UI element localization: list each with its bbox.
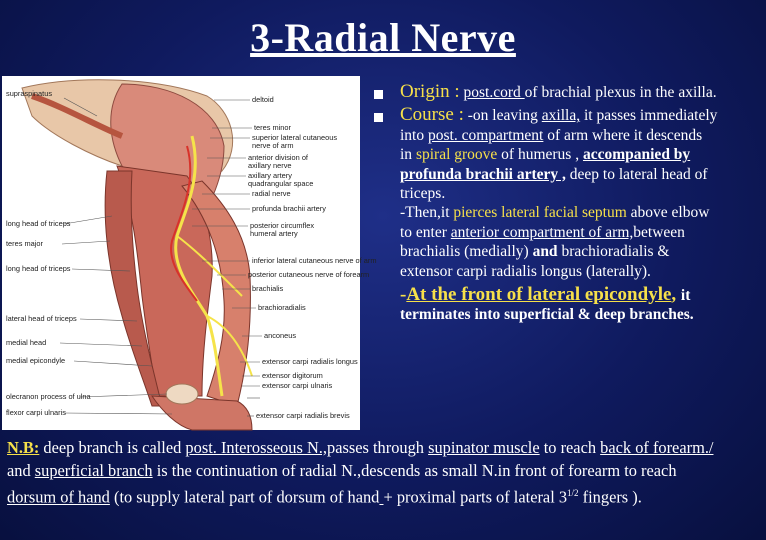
course-text-5: of humerus ,	[497, 146, 583, 164]
nb-back-forearm: back of forearm./	[600, 438, 714, 457]
label-long-head-triceps: long head of triceps	[6, 219, 71, 228]
label-teres-minor: teres minor	[254, 123, 291, 132]
nb-label: N.B:	[7, 438, 40, 457]
nb-text-8: fingers ).	[578, 487, 642, 507]
olecranon-shape	[166, 384, 198, 404]
label-profunda-brachii: profunda brachii artery	[252, 204, 326, 213]
origin-post-cord: post.cord	[463, 84, 525, 101]
front-rest: it terminates into superficial & deep branches.	[400, 287, 694, 324]
label-brachioradialis: brachioradialis	[258, 303, 306, 312]
label-quadrangular-space: quadrangular space	[248, 179, 314, 188]
label-flexor-carpi-ulnaris: flexor carpi ulnaris	[6, 408, 66, 417]
course-post-compartment: post. compartment	[428, 126, 544, 144]
origin-rest: of brachial plexus in the axilla.	[524, 84, 717, 101]
nb-superficial-branch: superficial branch	[34, 460, 153, 480]
course-bullet	[372, 105, 718, 281]
label-ecr-brevis: extensor carpi radialis brevis	[256, 411, 350, 420]
nb-text-1: deep branch is called	[39, 438, 186, 457]
label-humeral-artery: humeral artery	[250, 229, 298, 238]
forearm-muscles	[152, 396, 252, 430]
origin-bullet	[372, 82, 718, 102]
course-anterior-compartment: anterior compartment of arm,	[450, 223, 634, 241]
course-text-9: above elbow to enter	[400, 204, 710, 241]
nb-text-6: (to supply lateral part of dorsum of hand	[109, 487, 380, 507]
label-supraspinatus: supraspinatus	[6, 89, 53, 98]
label-superior-lateral-cutaneous: superior lateral cutaneous	[252, 133, 338, 142]
course-and: and	[532, 243, 558, 261]
label-lateral-head-triceps: lateral head of triceps	[6, 314, 77, 323]
nb-text-2: passes through	[327, 438, 429, 457]
course-accompanied: accompanied by profunda brachii artery ,	[400, 146, 691, 183]
label-axillary-nerve: axillary nerve	[248, 161, 292, 170]
bullet-square-icon	[374, 90, 383, 99]
front-dash: -	[400, 284, 407, 306]
label-extensor-carpi-ulnaris: extensor carpi ulnaris	[262, 381, 333, 390]
nb-text-5: is the continuation of radial N.,descends as small N.in front of forearm to reach	[152, 460, 677, 480]
label-extensor-digitorum: extensor digitorum	[262, 371, 323, 380]
label-nerve-of-arm: nerve of arm	[252, 141, 294, 150]
label-axillary-artery: axillary artery	[248, 171, 292, 180]
course-text-10: between brachialis (medially)	[400, 223, 685, 261]
label-radial-nerve: radial nerve	[252, 189, 291, 198]
course-text-1: -on leaving	[463, 107, 542, 125]
label-anconeus: anconeus	[264, 331, 297, 340]
nb-text-4: and	[7, 460, 35, 480]
nb-text-7: + proximal parts of lateral 3	[383, 487, 568, 507]
content-column	[372, 82, 718, 325]
course-text-7: -Then,it	[400, 204, 454, 222]
nb-paragraph	[7, 437, 717, 509]
front-comma: ,	[671, 284, 681, 306]
bullet-square-icon	[374, 113, 383, 122]
nb-dorsum-hand: dorsum of hand	[7, 487, 110, 507]
course-text-6: deep to lateral head of triceps.	[400, 165, 708, 203]
course-text-12: brachioradialis & extensor carpi radialis longus (laterally).	[400, 243, 670, 280]
course-text-2: it passes immediately into	[400, 107, 718, 144]
slide-title: 3-Radial Nerve	[250, 15, 516, 60]
label-inferior-lateral-cutaneous: inferior lateral cutaneous nerve of arm	[252, 256, 377, 265]
label-brachialis: brachialis	[252, 284, 284, 293]
origin-label: Origin :	[400, 81, 460, 102]
nb-post-interosseous: post. Interosseous N.,	[185, 438, 328, 457]
nb-supinator: supinator muscle	[428, 438, 540, 457]
label-long-head-triceps-2: long head of triceps	[6, 264, 71, 273]
label-posterior-circumflex: posterior circumflex	[250, 221, 315, 230]
label-olecranon: olecranon process of ulna	[6, 392, 91, 401]
label-ecr-longus: extensor carpi radialis longus	[262, 357, 358, 366]
course-text-3: of arm where it descends in	[400, 126, 703, 164]
anatomy-figure	[2, 76, 377, 430]
course-pierces-septum: pierces lateral facial septum	[453, 204, 627, 222]
nb-sup: 1/2	[567, 488, 579, 499]
label-posterior-cutaneous-forearm: posterior cutaneous nerve of forearm	[248, 270, 370, 279]
nb-text-3: to reach	[539, 438, 601, 457]
front-paragraph	[372, 285, 718, 325]
course-axilla: axilla,	[541, 107, 581, 125]
label-deltoid: deltoid	[252, 95, 274, 104]
course-spiral-groove: spiral groove	[415, 146, 498, 164]
label-teres-major: teres major	[6, 239, 43, 248]
label-medial-head: medial head	[6, 338, 47, 347]
label-anterior-division: anterior division of	[248, 153, 308, 162]
radial-nerve-illustration	[2, 76, 377, 430]
course-label: Course :	[400, 104, 464, 126]
label-medial-epicondyle: medial epicondyle	[6, 356, 66, 365]
front-lateral-epicondyle: At the front of lateral epicondyle	[406, 284, 672, 306]
